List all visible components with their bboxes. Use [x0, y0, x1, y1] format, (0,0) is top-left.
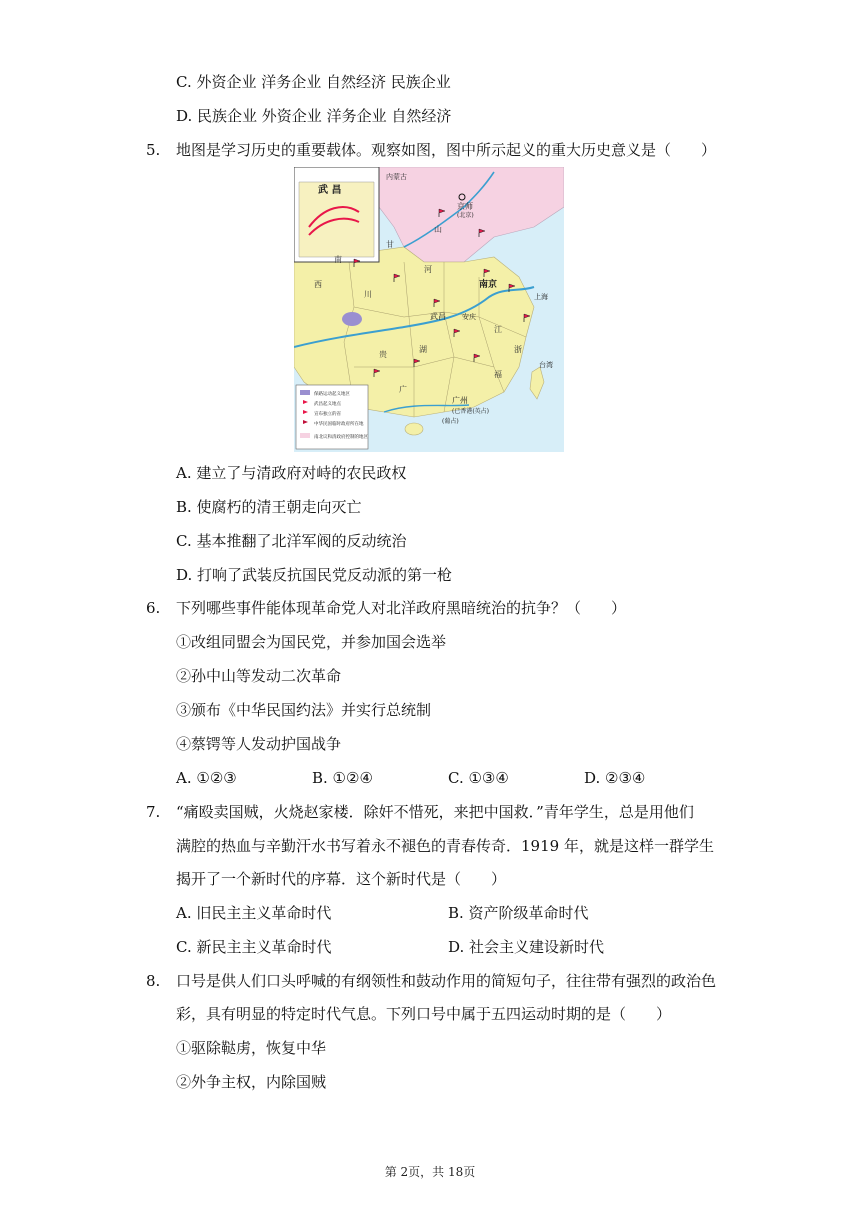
q7-stem-line-2: 满腔的热血与辛勤汗水书写着永不褪色的青春传奇．1919 年，就是这样一群学生 [176, 837, 714, 855]
macau-label: (葡占) [442, 418, 459, 425]
hongkong-label: (已香港(英占) [452, 408, 490, 415]
q7-stem-line-1: “痛殴卖国贼，火烧赵家楼．除奸不惜死，来把中国救．”青年学生，总是用他们 [176, 803, 694, 821]
legend-item-2: 武昌起义地点 [314, 402, 341, 407]
wuchang-uprising-map [294, 167, 564, 452]
shanghai-label: 上海 [534, 293, 548, 301]
legend-item-4: 中华民国临时政府所在地 [314, 422, 364, 427]
hu-label: 湖 [419, 345, 427, 354]
q6-option-c[interactable]: C. ①③④ [448, 769, 509, 787]
q4-option-d: D. 民族企业 外资企业 洋务企业 自然经济 [176, 107, 452, 125]
hainan-island [405, 423, 423, 435]
inset-title-label: 武 昌 [318, 185, 342, 196]
guang-label: 广 [399, 385, 407, 394]
q6-stem: 下列哪些事件能体现革命党人对北洋政府黑暗统治的抗争？（ ） [176, 599, 627, 617]
legend-item-5: 南北议和清政府控制的地区 [314, 435, 368, 440]
q5-option-b[interactable]: B. 使腐朽的清王朝走向灭亡 [176, 498, 362, 516]
legend-item-1: 保路运动起义地区 [314, 392, 350, 397]
q6-option-b[interactable]: B. ①②④ [312, 769, 373, 787]
nanjing-label: 南京 [479, 280, 498, 290]
page-footer: 第 2页，共 18页 [384, 1165, 476, 1179]
gui-label: 贵 [379, 350, 387, 359]
legend-item-3: 宣布独立的省 [314, 412, 341, 417]
q4-option-c: C. 外资企业 洋务企业 自然经济 民族企业 [176, 73, 451, 91]
q7-option-d[interactable]: D. 社会主义建设新时代 [448, 938, 605, 956]
q6-item-4: ④蔡锷等人发动护国战争 [176, 735, 342, 753]
q6-option-a[interactable]: A. ①②③ [176, 769, 237, 787]
q8-item-2: ②外争主权，内除国贼 [176, 1073, 327, 1091]
q6-option-d[interactable]: D. ②③④ [584, 769, 646, 787]
fu-label: 福 [494, 370, 502, 379]
q8-stem-line-1: 口号是供人们口头呼喊的有纲领性和鼓动作用的简短句子，往往带有强烈的政治色 [176, 972, 717, 990]
railway-protection-area [342, 312, 362, 326]
legend-swatch-purple [300, 390, 310, 395]
q8-number: 8. [146, 972, 161, 990]
q6-number: 6. [146, 599, 161, 617]
legend-swatch-pink [300, 433, 310, 438]
he-label: 河 [424, 265, 432, 274]
chuan-label: 川 [364, 290, 372, 299]
q7-number: 7. [146, 803, 161, 821]
anqing-label: 安庆 [462, 313, 476, 321]
gan-label: 甘 [386, 240, 394, 249]
q6-item-3: ③颁布《中华民国约法》并实行总统制 [176, 701, 432, 719]
taiwan-label: 台湾 [539, 361, 553, 369]
q7-option-a[interactable]: A. 旧民主主义革命时代 [176, 904, 332, 922]
shan-label: 山 [434, 225, 442, 234]
q5-option-c[interactable]: C. 基本推翻了北洋军阀的反动统治 [176, 532, 407, 550]
capital-sub-label: (北京) [457, 212, 474, 219]
zhe-label: 浙 [514, 345, 522, 354]
q8-stem-line-2: 彩，具有明显的特定时代气息。下列口号中属于五四运动时期的是（ ） [176, 1005, 672, 1023]
q7-stem-line-3: 揭开了一个新时代的序幕．这个新时代是（ ） [176, 870, 507, 888]
q8-item-1: ①驱除鞑虏，恢复中华 [176, 1039, 327, 1057]
capital-label: 京师 [457, 202, 473, 211]
q5-stem: 地图是学习历史的重要载体。观察如图，图中所示起义的重大历史意义是（ ） [176, 141, 717, 159]
wuchang-label: 武昌 [430, 312, 446, 321]
q6-item-2: ②孙中山等发动二次革命 [176, 667, 342, 685]
q7-option-c[interactable]: C. 新民主主义革命时代 [176, 938, 332, 956]
q5-number: 5. [146, 141, 161, 159]
q7-option-b[interactable]: B. 资产阶级革命时代 [448, 904, 589, 922]
guangzhou-label: 广州 [452, 396, 468, 405]
inner-mongolia-label: 内蒙古 [386, 173, 407, 181]
nan-label: 南 [334, 255, 342, 264]
jiang-label: 江 [494, 325, 502, 334]
q6-item-1: ①改组同盟会为国民党，并参加国会选举 [176, 633, 447, 651]
xi-label: 西 [314, 280, 322, 289]
q5-option-a[interactable]: A. 建立了与清政府对峙的农民政权 [176, 464, 407, 482]
q5-option-d[interactable]: D. 打响了武装反抗国民党反动派的第一枪 [176, 566, 453, 584]
